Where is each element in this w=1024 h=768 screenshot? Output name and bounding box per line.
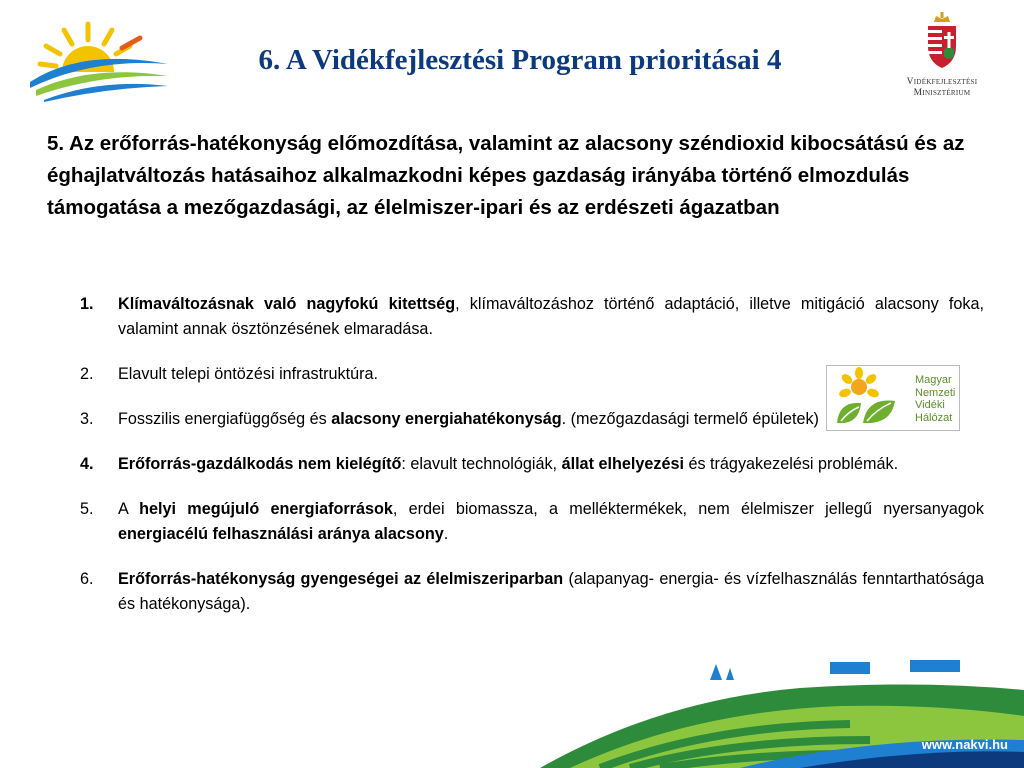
priority-list — [72, 292, 984, 637]
list-item-emphasis: Klímaváltozásnak való nagyfokú kitettség — [118, 295, 456, 313]
list-item-emphasis: energiacélú felhasználási aránya alacsony — [118, 525, 444, 543]
mnvh-logo — [826, 365, 960, 431]
list-item — [72, 567, 984, 617]
ministry-name-line1: Vidékfejlesztési — [906, 77, 978, 87]
list-item-number: 3. — [80, 410, 94, 428]
list-item-text: Elavult telepi öntözési infrastruktúra. — [118, 365, 379, 383]
list-item-text: (alapanyag- energia- és vízfelhasználás fenntarthatósága és hatékonysága). — [118, 570, 984, 613]
list-item-number: 1. — [80, 295, 94, 313]
list-item-text: , klímaváltozáshoz történő adaptáció, illetve mitigáció alacsony foka, valamint annak ösztönzésének elmaradása. — [118, 295, 984, 338]
list-item — [72, 497, 984, 547]
page-title: 6. A Vidékfejlesztési Program prioritásai 4 — [258, 44, 782, 76]
list-item — [72, 452, 984, 477]
list-item-number: 6. — [80, 570, 94, 588]
list-item-text: A — [118, 500, 140, 518]
flower-leaf-icon — [829, 367, 913, 429]
list-item-text: . — [443, 525, 449, 543]
section-heading: 5. Az erőforrás-hatékonyság előmozdítása, valamint az alacsony széndioxid kibocsátású és az éghajlatváltozás hatásaihoz alkalmazkodni képes gazdaság irányába történő elmozdulás támogatása a mezőgazdasági, az élelmiszer-ipari és az erdészeti ágazatban — [47, 132, 965, 219]
mnvh-line2: Nemzeti — [915, 386, 956, 399]
coat-of-arms-icon — [922, 12, 962, 70]
list-item-text: Fosszilis energiafüggőség és — [118, 410, 332, 428]
list-item-number: 5. — [80, 500, 94, 518]
mnvh-line1: Magyar — [915, 374, 952, 386]
mnvh-line3: Vidéki — [915, 399, 945, 411]
list-item-emphasis: Erőforrás-gazdálkodás nem kielégítő — [118, 455, 402, 473]
list-item-emphasis: helyi megújuló energiaforrások — [139, 500, 393, 518]
mnvh-line4: Hálózat — [915, 411, 953, 424]
footer-url[interactable]: www.nakvi.hu — [921, 737, 1008, 752]
list-item — [72, 292, 984, 342]
list-item-text: . (mezőgazdasági termelő épületek) — [561, 410, 819, 428]
list-item-text: és trágyakezelési problémák. — [683, 455, 899, 473]
list-item-emphasis: Erőforrás-hatékonyság gyengeségei az élelmiszeriparban — [118, 570, 564, 588]
list-item-text: : elavult technológiák, — [401, 455, 562, 473]
ministry-logo — [882, 12, 1002, 102]
list-item-number: 2. — [80, 365, 94, 383]
list-item-emphasis: állat elhelyezési — [561, 455, 684, 473]
list-item-number: 4. — [80, 455, 94, 473]
list-item-text: , erdei biomassza, a melléktermékek, nem élelmiszer jellegű nyersanyagok — [392, 500, 984, 518]
ministry-name-line2: Minisztérium — [913, 88, 971, 98]
list-item-emphasis: alacsony energiahatékonyság — [331, 410, 562, 428]
